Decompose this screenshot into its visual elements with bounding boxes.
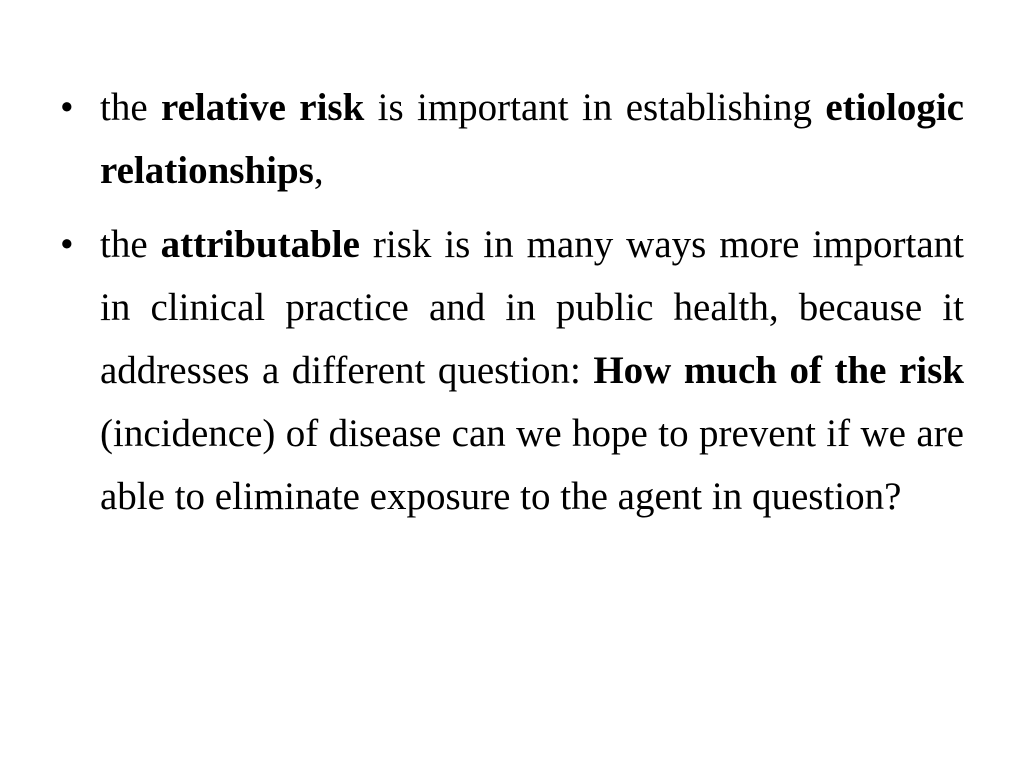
bullet-item <box>60 213 964 528</box>
bold-term-attributable: attributable <box>160 223 360 266</box>
bold-term-relative-risk: relative risk <box>161 86 365 129</box>
bullet-marker: • <box>60 86 74 129</box>
bold-term-etiologic-relationships: etiologic relationships <box>100 86 964 192</box>
bullet-text <box>100 76 964 202</box>
bullet-item <box>60 76 964 202</box>
text-segment: (incidence) of disease can we hope to prevent if we are able to eliminate exposure to the agent in question? <box>100 412 964 518</box>
text-segment: the <box>100 86 162 129</box>
text-segment: is important in establishing <box>364 86 826 129</box>
text-segment: , <box>313 149 324 192</box>
bullet-list <box>60 76 964 539</box>
bold-term-how-much-of-the-risk: How much of the risk <box>593 349 964 392</box>
text-segment: the <box>100 223 161 266</box>
bullet-text <box>100 213 964 528</box>
text-segment: risk is in many ways more important in clinical practice and in public health, because it addresses a different question: <box>100 223 964 392</box>
bullet-marker: • <box>60 223 74 266</box>
